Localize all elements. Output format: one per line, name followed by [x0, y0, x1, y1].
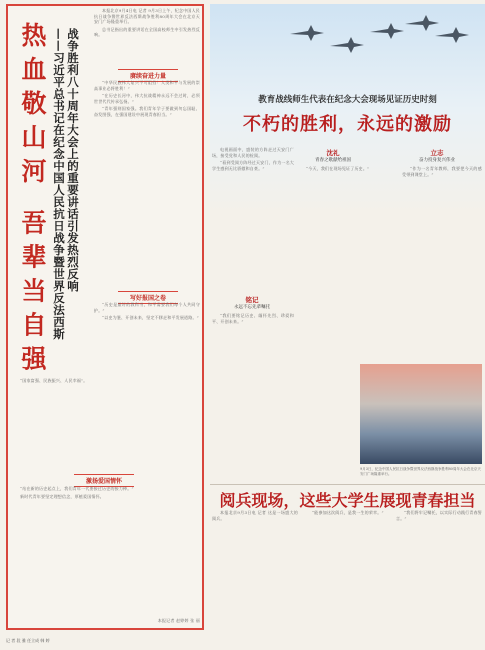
right-column-2: [298, 166, 398, 174]
section-1-paragraph: “中华民族伟大复兴不可阻挡！人类和平与发展的崇高事业必将胜利！”: [94, 80, 200, 91]
bottom-paragraph: “能参加这次阅兵，是我一生的荣幸。”: [312, 510, 384, 515]
section-1-paragraph: “青年强则国家强。我们青年学子要做到勿忘国耻、奋发图强，在强国建设中展现青春担当。”: [94, 106, 200, 117]
bottom-paragraph: “我们将牢记嘱托，以实际行动践行青春誓言。”: [396, 510, 482, 521]
intro-paragraph-2: 总书记指出的重要讲话在全国高校师生中引发热烈反响。: [94, 26, 200, 37]
section-heading-3: 激扬爱国情怀: [74, 474, 134, 487]
column-heading: 立志: [430, 149, 444, 157]
jet-formation-image: [210, 4, 485, 94]
photo-caption: 9月3日，纪念中国人民抗日战争暨世界反法西斯战争胜利80周年大会在北京天安门广场隆重举行。: [360, 467, 481, 476]
bottom-column-2: [304, 510, 390, 518]
column-heading: 铭记: [245, 296, 259, 304]
right-paragraph: 电视画面中，盛装的方阵走过天安门广场，接受党和人民的检阅。: [212, 147, 294, 158]
section-3-paragraph: “站在新的历史起点上，我们青年一代要接过历史的接力棒。”: [20, 486, 134, 491]
parade-photo: [360, 364, 482, 464]
jet-icon: [435, 27, 469, 43]
bottom-column-1: [212, 510, 298, 523]
main-title: 热血敬山河 吾辈当自强: [18, 22, 47, 380]
right-paragraph: “看到受阅方阵经过天安门，作为一名大学生感到无比骄傲和自豪。”: [212, 160, 294, 171]
column-subheading: 奋力投身复兴伟业: [419, 158, 455, 163]
jet-icon: [405, 15, 439, 31]
right-column-3: [402, 166, 482, 179]
section-1-paragraph: “在历史长河中，伟大抗战精神永远不会过时，必须世世代代传承弘扬。”: [94, 93, 200, 104]
bottom-column-3: [396, 510, 482, 523]
full-width-paragraph: “国家富强、民族振兴、人民幸福”。: [20, 378, 88, 383]
section-2-body: [94, 302, 200, 323]
section-2-paragraph: “历史是最好的教科书，和平需要我们每个人共同守护。”: [94, 302, 200, 313]
section-3-paragraph: 新时代青年要坚定理想信念，厚植爱国情怀。: [20, 493, 104, 499]
intro-paragraph-1: 本报北京9月4日电 记者 9月3日上午，纪念中国人民抗日战争暨世界反法西斯战争胜利80周年大会在北京天安门广场隆重举行。: [94, 8, 200, 24]
jet-icon: [290, 25, 324, 41]
right-paragraph: “今天，我们在现场见证了历史。”: [306, 166, 370, 171]
section-heading-1: 赓续奋进力量: [118, 69, 178, 82]
right-column-1: [212, 147, 294, 173]
column-subheading: 永远不忘先辈嘱托: [234, 305, 270, 310]
byline: 本报记者 赵婷婷 张 丽: [157, 618, 200, 623]
article-intro: [94, 8, 200, 40]
full-width-body: [12, 378, 200, 386]
section-3-body: [12, 486, 200, 501]
column-heading: 沈礼: [326, 149, 340, 157]
subtitle-line-2: ——习近平总书记在纪念中国人民抗日战争暨世界反法西斯: [52, 28, 66, 340]
divider: [210, 484, 485, 485]
jet-icon: [370, 23, 404, 39]
subtitle-line-1: 战争胜利八十周年大会上的重要讲话引发热烈反响: [66, 28, 80, 292]
section-heading-2: 写好报国之卷: [118, 291, 178, 304]
jet-icon: [330, 37, 364, 53]
hero-photo: [210, 4, 485, 214]
right-paragraph: “我们要铭记历史、缅怀先烈、珍爱和平、开创未来。”: [212, 313, 294, 324]
bottom-headline: 阅兵现场，这些大学生展现青春担当: [219, 491, 476, 510]
left-article: [6, 4, 204, 630]
page-footer: 记 者 段 雅 任立成 韩 婷: [6, 638, 50, 643]
section-1-body: [94, 80, 200, 119]
kicker: 教育战线师生代表在纪念大会现场见证历史时刻: [258, 95, 437, 105]
headline: 不朽的胜利，永远的激励: [243, 114, 452, 135]
section-2-paragraph: “以史为鉴、开创未来，坚定不移走和平发展道路。”: [102, 315, 199, 320]
right-column-1b: [212, 313, 294, 326]
bottom-paragraph: 本报北京9月3日电 记者 这是一场盛大的阅兵。: [212, 510, 298, 521]
column-subheading: 青春之歌献给祖国: [315, 158, 351, 163]
right-paragraph: “作为一名青年教师，我要把今天的感受带到课堂上。”: [402, 166, 482, 177]
